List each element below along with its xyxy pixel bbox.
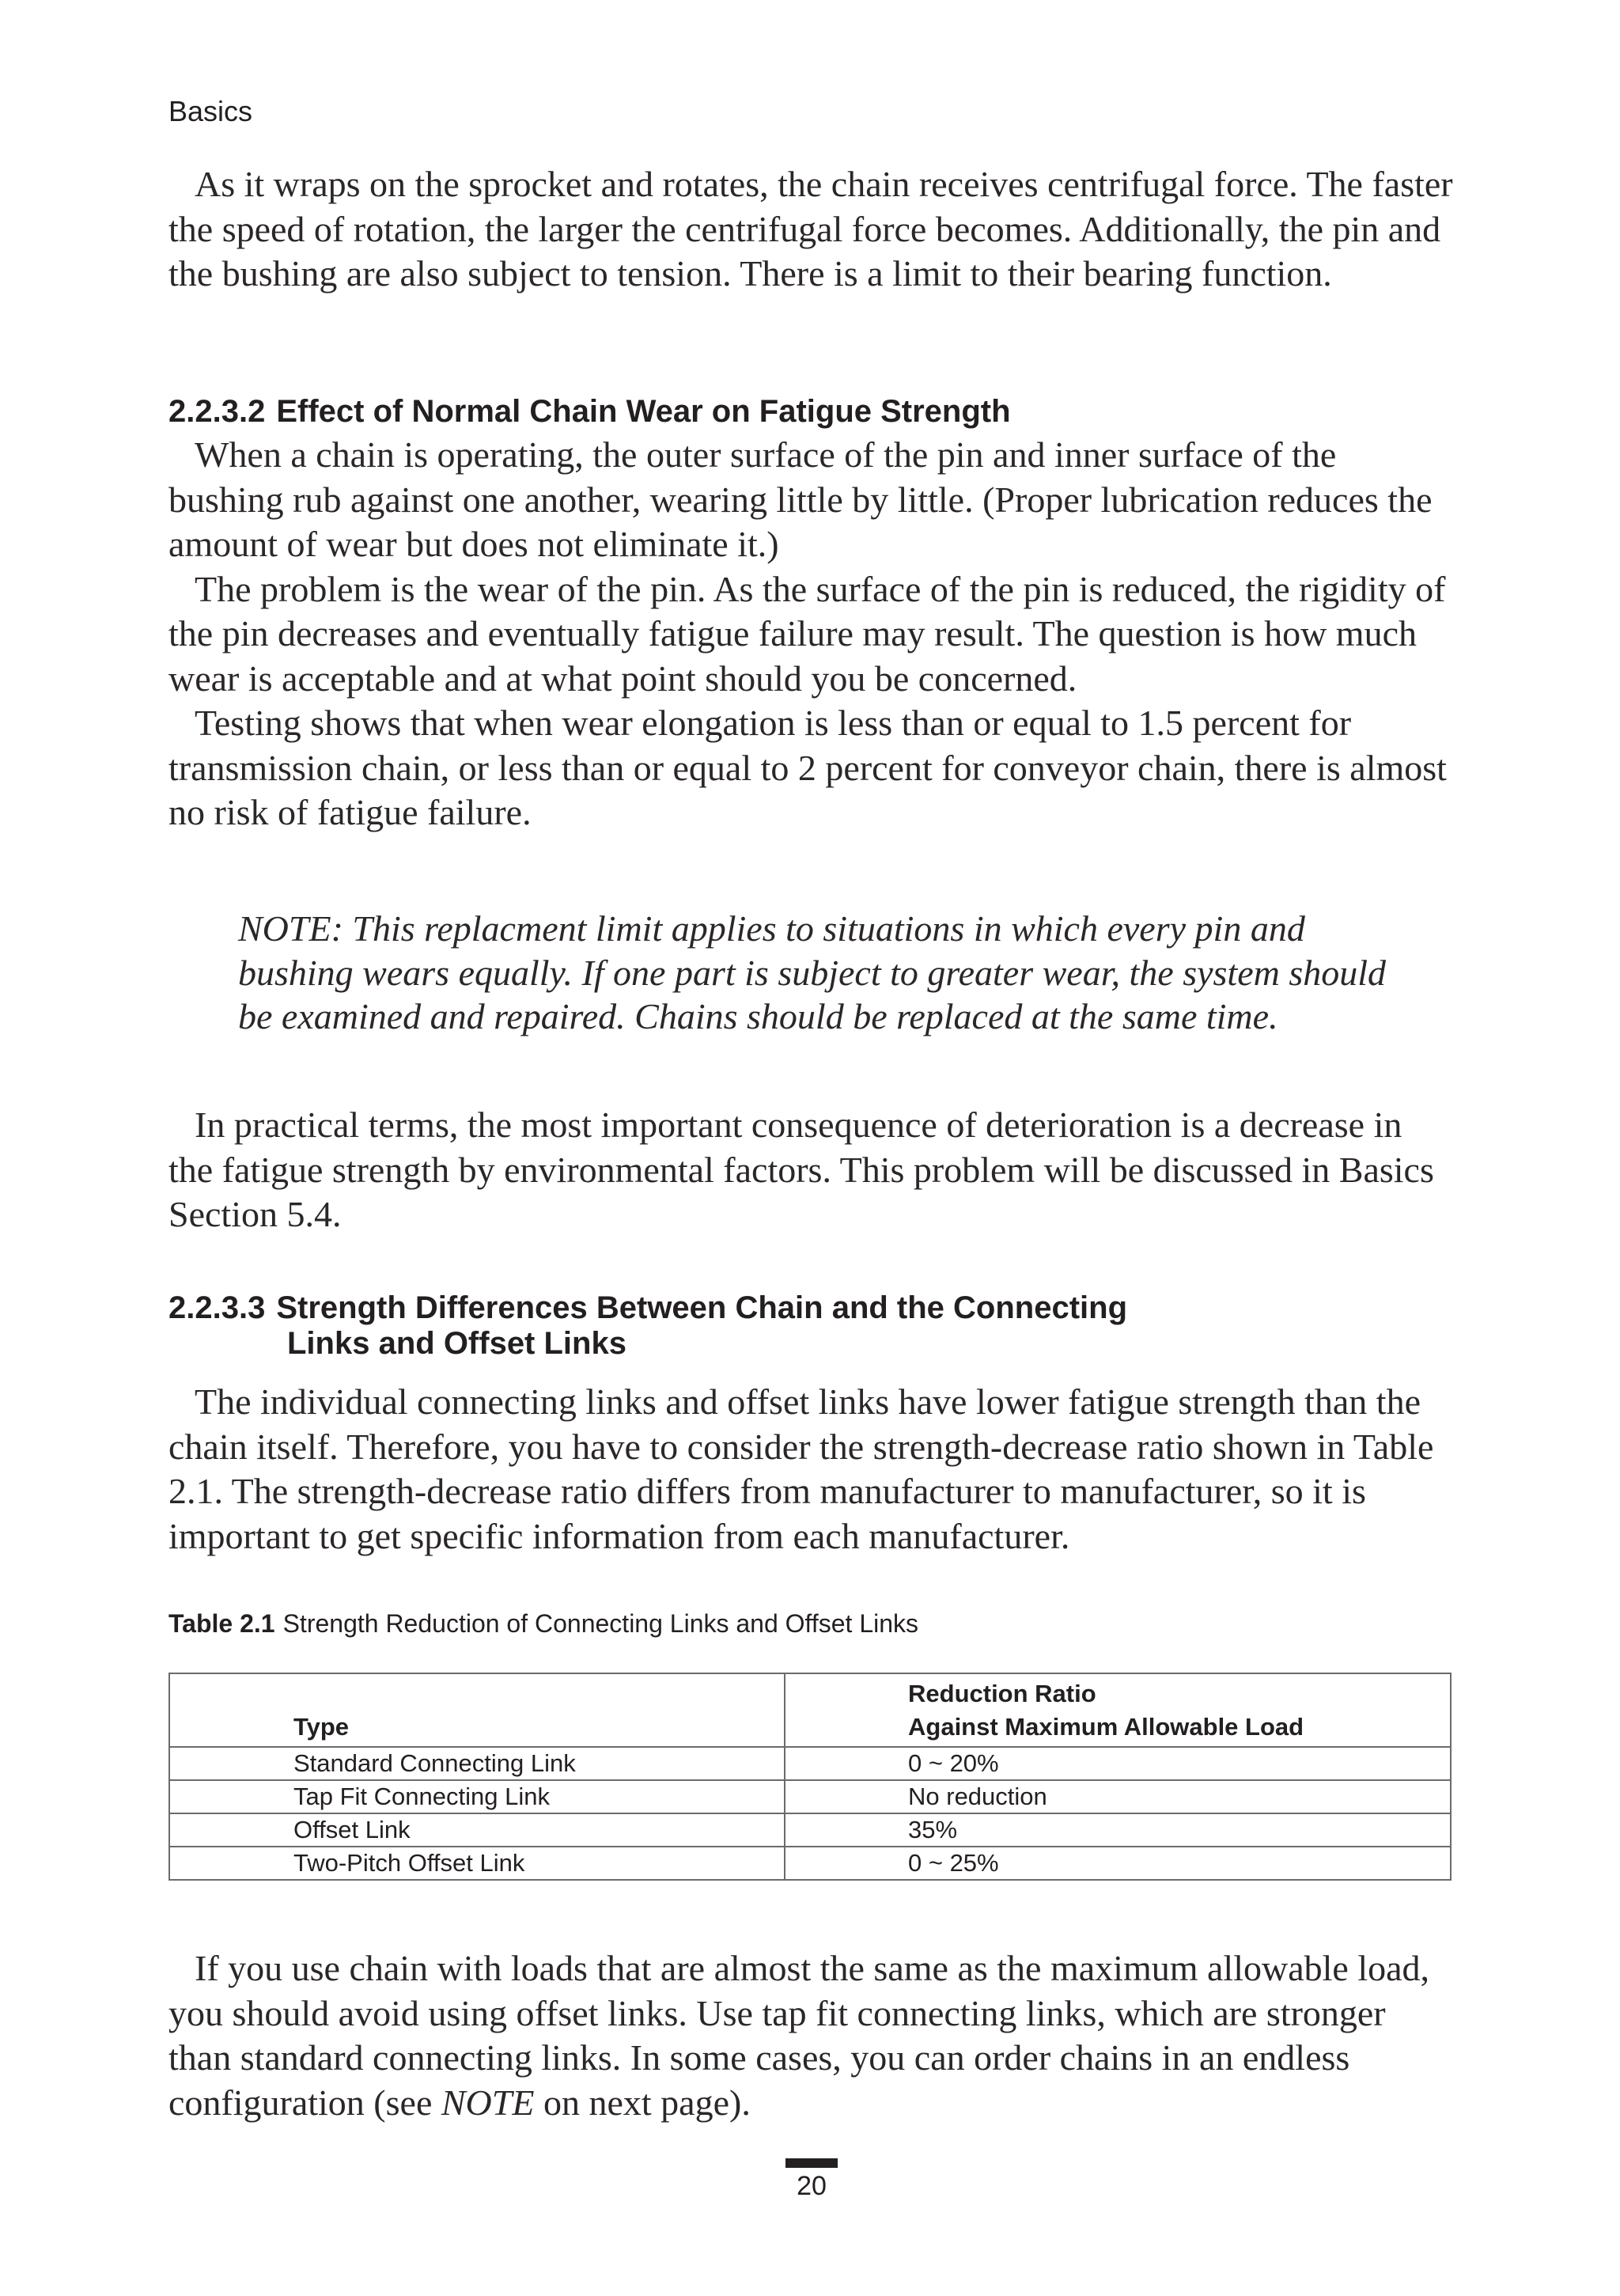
section-number: 2.2.3.2 <box>168 394 266 429</box>
deterioration-paragraph-block <box>168 1103 1454 1237</box>
paragraph-centrifugal-force: As it wraps on the sprocket and rotates, the chain receives centrifugal force. The faster the speed of rotation, the larger the centrifugal force becomes. Additionally, the pin and the bushing are also subject to tension. There is a limit to their bearing function. <box>168 164 1453 294</box>
table-header-row <box>169 1673 1451 1747</box>
cell-type: Tap Fit Connecting Link <box>169 1780 785 1813</box>
cell-ratio: No reduction <box>785 1780 1451 1813</box>
replacement-limit-note: NOTE: This replacment limit applies to situations in which every pin and bushing wears equally. If one part is subject to greater wear, the system should be examined and repaired. Chains should be replaced at the same time. <box>238 908 1387 1036</box>
section-heading-2-2-3-3 <box>168 1290 1127 1362</box>
cell-ratio: 0 ~ 25% <box>785 1847 1451 1880</box>
closing-paragraph-block <box>168 1946 1454 2125</box>
paragraph-connecting-links: The individual connecting links and offset links have lower fatigue strength than the chain itself. Therefore, you have to consider the strength-decrease ratio shown in Table 2.1. The strength-decrease ratio differs from manufacturer to manufacturer, so it is important to get specific information from each manufacturer. <box>168 1381 1434 1556</box>
paragraph-offset-link-advice: If you use chain with loads that are almost the same as the maximum allowable load, you should avoid using offset links. Use tap fit connecting links, which are stronger than standard connecting links. In some cases, you can order chains in an endless configuration (see NOTE on next page). <box>168 1948 1430 2123</box>
section-heading-2-2-3-2 <box>168 394 1011 430</box>
wear-paragraph-block <box>168 433 1454 835</box>
running-header: Basics <box>168 95 253 127</box>
intro-paragraph-block <box>168 162 1454 297</box>
section-title-line-1: Strength Differences Between Chain and the Connecting <box>276 1290 1128 1325</box>
table-row <box>169 1780 1451 1813</box>
paragraph-pin-wear-problem: The problem is the wear of the pin. As the surface of the pin is reduced, the rigidity of the pin decreases and eventually fatigue failure may result. The question is how much wear is acceptable and at what point should you be concerned. <box>168 568 1446 699</box>
cell-type: Offset Link <box>169 1813 785 1847</box>
table-caption <box>168 1609 918 1639</box>
connecting-links-paragraph-block <box>168 1380 1454 1559</box>
table-row <box>169 1813 1451 1847</box>
table-caption-text: Strength Reduction of Connecting Links and Offset Links <box>282 1609 919 1638</box>
column-header-type: Type <box>169 1673 785 1747</box>
cell-type: Standard Connecting Link <box>169 1747 785 1780</box>
paragraph-deterioration: In practical terms, the most important consequence of deterioration is a decrease in the fatigue strength by environmental factors. This problem will be discussed in Basics Section 5.4. <box>168 1104 1434 1234</box>
paragraph-pin-bushing-wear: When a chain is operating, the outer surface of the pin and inner surface of the bushing rub against one another, wearing little by little. (Proper lubrication reduces the amount of wear but does not eliminate it.) <box>168 434 1433 564</box>
table-caption-label: Table 2.1 <box>168 1609 275 1638</box>
strength-reduction-table <box>168 1673 1452 1881</box>
cell-ratio: 0 ~ 20% <box>785 1747 1451 1780</box>
section-number: 2.2.3.3 <box>168 1290 266 1325</box>
paragraph-testing-results: Testing shows that when wear elongation is less than or equal to 1.5 percent for transmission chain, or less than or equal to 2 percent for conveyor chain, there is almost no risk of fatigue failure. <box>168 703 1447 832</box>
table-row <box>169 1847 1451 1880</box>
cell-ratio: 35% <box>785 1813 1451 1847</box>
section-title: Effect of Normal Chain Wear on Fatigue Strength <box>276 394 1011 429</box>
column-header-reduction-ratio: Reduction Ratio Against Maximum Allowable Load <box>785 1673 1451 1747</box>
cell-type: Two-Pitch Offset Link <box>169 1847 785 1880</box>
section-title-line-2: Links and Offset Links <box>287 1326 626 1361</box>
page-number-bar <box>785 2158 838 2168</box>
page-number <box>785 2158 838 2202</box>
page-number-text: 20 <box>797 2171 827 2201</box>
table-row <box>169 1747 1451 1780</box>
